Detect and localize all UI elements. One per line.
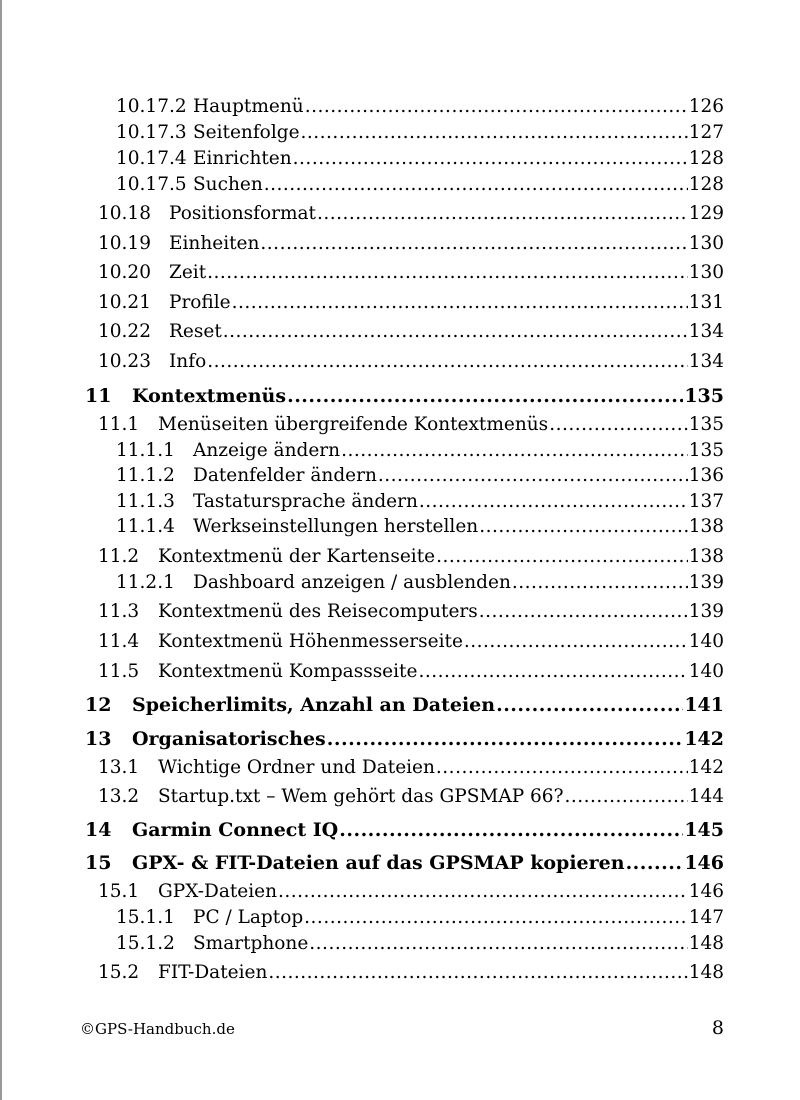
toc-chapter[interactable] bbox=[85, 852, 724, 874]
toc-title: Datenfelder ändern bbox=[193, 465, 377, 486]
page-edge bbox=[0, 0, 2, 1100]
toc-leader bbox=[549, 414, 688, 436]
toc-leader bbox=[341, 440, 688, 462]
toc-number: 11.2 bbox=[98, 546, 140, 567]
toc-title: Kontextmenü der Kartenseite bbox=[158, 546, 436, 567]
toc-entry[interactable] bbox=[98, 321, 724, 343]
toc-entry[interactable] bbox=[116, 572, 724, 594]
toc-number: 11.2.1 bbox=[116, 572, 175, 593]
toc-title: Einheiten bbox=[169, 233, 260, 254]
toc-title: Profile bbox=[169, 292, 231, 313]
toc-title: GPX-Dateien bbox=[158, 881, 278, 902]
toc-number: 10.17.3 bbox=[116, 122, 187, 143]
toc-page: 138 bbox=[688, 516, 724, 537]
footer-copyright: ©GPS-Handbuch.de bbox=[80, 1020, 235, 1038]
toc-page: 147 bbox=[688, 907, 724, 928]
toc-entry[interactable] bbox=[98, 351, 724, 373]
toc-title: Menüseiten übergreifende Kontextmenüs bbox=[158, 414, 549, 435]
toc-leader bbox=[327, 728, 684, 750]
toc-number: 11 bbox=[85, 385, 112, 407]
toc-page: 135 bbox=[684, 385, 724, 407]
toc-page: 135 bbox=[688, 414, 724, 435]
toc-page: 127 bbox=[688, 122, 724, 143]
toc-chapter[interactable] bbox=[85, 728, 724, 750]
toc-title: Garmin Connect IQ bbox=[132, 819, 339, 841]
toc-number: 10.18 bbox=[98, 203, 151, 224]
toc-title: Smartphone bbox=[193, 933, 309, 954]
toc-leader bbox=[317, 203, 688, 225]
toc-number: 10.20 bbox=[98, 262, 151, 283]
toc-leader bbox=[512, 572, 688, 594]
toc-entry[interactable] bbox=[98, 233, 724, 255]
toc-leader bbox=[260, 233, 687, 255]
toc-page: 137 bbox=[688, 491, 724, 512]
toc-entry[interactable] bbox=[98, 262, 724, 284]
toc-entry[interactable] bbox=[116, 122, 724, 144]
toc-title: Speicherlimits, Anzahl an Dateien bbox=[132, 694, 496, 716]
toc-number: 11.1.3 bbox=[116, 491, 175, 512]
toc-leader bbox=[464, 631, 688, 653]
toc-entry[interactable] bbox=[116, 465, 724, 487]
toc-title: Kontextmenü Höhenmesserseite bbox=[158, 631, 463, 652]
toc-chapter[interactable] bbox=[85, 819, 724, 841]
toc-number: 10.19 bbox=[98, 233, 151, 254]
toc-title: Startup.txt – Wem gehört das GPSMAP 66? bbox=[158, 786, 564, 807]
toc-number: 10.22 bbox=[98, 321, 151, 342]
toc-leader bbox=[309, 933, 687, 955]
toc-page: 129 bbox=[688, 203, 724, 224]
toc-title: Tastatursprache ändern bbox=[193, 491, 418, 512]
toc-title: Kontextmenü des Reisecomputers bbox=[158, 601, 478, 622]
toc-title: Dashboard anzeigen / ausblenden bbox=[193, 572, 511, 593]
toc-entry[interactable] bbox=[116, 491, 724, 513]
toc-page: 146 bbox=[688, 881, 724, 902]
toc-page: 131 bbox=[688, 292, 724, 313]
toc-number: 11.1.1 bbox=[116, 440, 175, 461]
toc-chapter[interactable] bbox=[85, 694, 724, 716]
toc-entry[interactable] bbox=[98, 546, 724, 568]
toc-page: 139 bbox=[688, 601, 724, 622]
toc-leader bbox=[378, 465, 688, 487]
toc-title: Hauptmenü bbox=[193, 96, 304, 117]
toc-leader bbox=[232, 292, 688, 314]
toc-entry[interactable] bbox=[116, 440, 724, 462]
toc-number: 15.1.1 bbox=[116, 907, 175, 928]
toc-entry[interactable] bbox=[98, 757, 724, 779]
footer-page-number: 8 bbox=[711, 1017, 724, 1039]
toc-leader bbox=[264, 174, 688, 196]
toc-leader bbox=[626, 852, 684, 874]
toc-page: 142 bbox=[684, 728, 724, 750]
toc-title: Reset bbox=[169, 321, 222, 342]
toc-number: 13.1 bbox=[98, 757, 140, 778]
toc-number: 10.21 bbox=[98, 292, 151, 313]
toc-page: 144 bbox=[688, 786, 724, 807]
toc-entry[interactable] bbox=[98, 414, 724, 436]
toc-title: Wichtige Ordner und Dateien bbox=[158, 757, 435, 778]
toc-page: 134 bbox=[688, 351, 724, 372]
toc-leader bbox=[278, 881, 688, 903]
toc-number: 10.23 bbox=[98, 351, 151, 372]
toc-leader bbox=[436, 546, 688, 568]
toc-page: 142 bbox=[688, 757, 724, 778]
toc-entry[interactable] bbox=[98, 292, 724, 314]
toc-page: 139 bbox=[688, 572, 724, 593]
toc-number: 11.3 bbox=[98, 601, 140, 622]
toc-leader bbox=[301, 122, 688, 144]
toc-entry[interactable] bbox=[98, 786, 724, 808]
toc-leader bbox=[419, 491, 688, 513]
toc-number: 13.2 bbox=[98, 786, 140, 807]
toc-page: 140 bbox=[688, 661, 724, 682]
toc-title: PC / Laptop bbox=[193, 907, 304, 928]
toc-leader bbox=[479, 601, 688, 623]
toc-page: 145 bbox=[684, 819, 724, 841]
toc-leader bbox=[418, 661, 687, 683]
toc-leader bbox=[564, 786, 687, 808]
toc-page: 128 bbox=[688, 174, 724, 195]
toc-number: 14 bbox=[85, 819, 112, 841]
toc-title: GPX- & FIT-Dateien auf das GPSMAP kopieren bbox=[132, 852, 625, 874]
toc-leader bbox=[305, 96, 688, 118]
toc-title: Positionsformat bbox=[169, 203, 316, 224]
toc-page: 134 bbox=[688, 321, 724, 342]
toc-title: Suchen bbox=[193, 174, 263, 195]
toc-entry[interactable] bbox=[116, 96, 724, 118]
toc-number: 10.17.5 bbox=[116, 174, 187, 195]
toc-number: 13 bbox=[85, 728, 112, 750]
toc-leader bbox=[207, 262, 688, 284]
toc-title: Anzeige ändern bbox=[193, 440, 341, 461]
toc-leader bbox=[207, 351, 687, 373]
toc-entry[interactable] bbox=[98, 203, 724, 225]
toc-number: 15 bbox=[85, 852, 112, 874]
toc-entry[interactable] bbox=[98, 962, 724, 984]
toc-title: Zeit bbox=[169, 262, 207, 283]
toc-leader bbox=[287, 385, 683, 407]
toc-page: 126 bbox=[688, 96, 724, 117]
toc-title: Organisatorisches bbox=[132, 728, 326, 750]
toc-page: 130 bbox=[688, 262, 724, 283]
toc-page: 128 bbox=[688, 148, 724, 169]
toc-number: 11.1.2 bbox=[116, 465, 175, 486]
toc-leader bbox=[268, 962, 687, 984]
toc-entry[interactable] bbox=[116, 933, 724, 955]
toc-leader bbox=[479, 516, 688, 538]
toc-entry[interactable] bbox=[98, 881, 724, 903]
toc-number: 15.1.2 bbox=[116, 933, 175, 954]
toc-entry[interactable] bbox=[116, 148, 724, 170]
toc-entry[interactable] bbox=[98, 631, 724, 653]
toc-page: 130 bbox=[688, 233, 724, 254]
toc-number: 15.2 bbox=[98, 962, 140, 983]
toc-title: Seitenfolge bbox=[193, 122, 300, 143]
toc-number: 10.17.4 bbox=[116, 148, 187, 169]
toc-number: 11.4 bbox=[98, 631, 140, 652]
toc-page: 135 bbox=[688, 440, 724, 461]
toc-title: Info bbox=[169, 351, 207, 372]
toc-page: 136 bbox=[688, 465, 724, 486]
toc-number: 15.1 bbox=[98, 881, 140, 902]
toc-number: 10.17.2 bbox=[116, 96, 187, 117]
toc-title: Kontextmenü Kompassseite bbox=[158, 661, 418, 682]
toc-page: 146 bbox=[684, 852, 724, 874]
toc-leader bbox=[436, 757, 688, 779]
toc-leader bbox=[223, 321, 688, 343]
toc-page: 148 bbox=[688, 962, 724, 983]
toc-title: FIT-Dateien bbox=[158, 962, 268, 983]
toc-page: 148 bbox=[688, 933, 724, 954]
toc-entry[interactable] bbox=[116, 907, 724, 929]
toc-entry[interactable] bbox=[116, 174, 724, 196]
toc-entry[interactable] bbox=[116, 516, 724, 538]
toc-page: 138 bbox=[688, 546, 724, 567]
toc-title: Kontextmenüs bbox=[132, 385, 287, 407]
toc-title: Werkseinstellungen herstellen bbox=[193, 516, 479, 537]
toc-page: 141 bbox=[684, 694, 724, 716]
toc-title: Einrichten bbox=[193, 148, 292, 169]
toc-leader bbox=[304, 907, 688, 929]
toc-number: 11.5 bbox=[98, 661, 140, 682]
toc-leader bbox=[293, 148, 688, 170]
toc-number: 11.1 bbox=[98, 414, 140, 435]
toc-chapter[interactable] bbox=[85, 385, 724, 407]
toc-number: 11.1.4 bbox=[116, 516, 175, 537]
toc-leader bbox=[339, 819, 683, 841]
toc-entry[interactable] bbox=[98, 661, 724, 683]
toc-entry[interactable] bbox=[98, 601, 724, 623]
toc-number: 12 bbox=[85, 694, 112, 716]
toc-leader bbox=[496, 694, 683, 716]
toc-page: 140 bbox=[688, 631, 724, 652]
